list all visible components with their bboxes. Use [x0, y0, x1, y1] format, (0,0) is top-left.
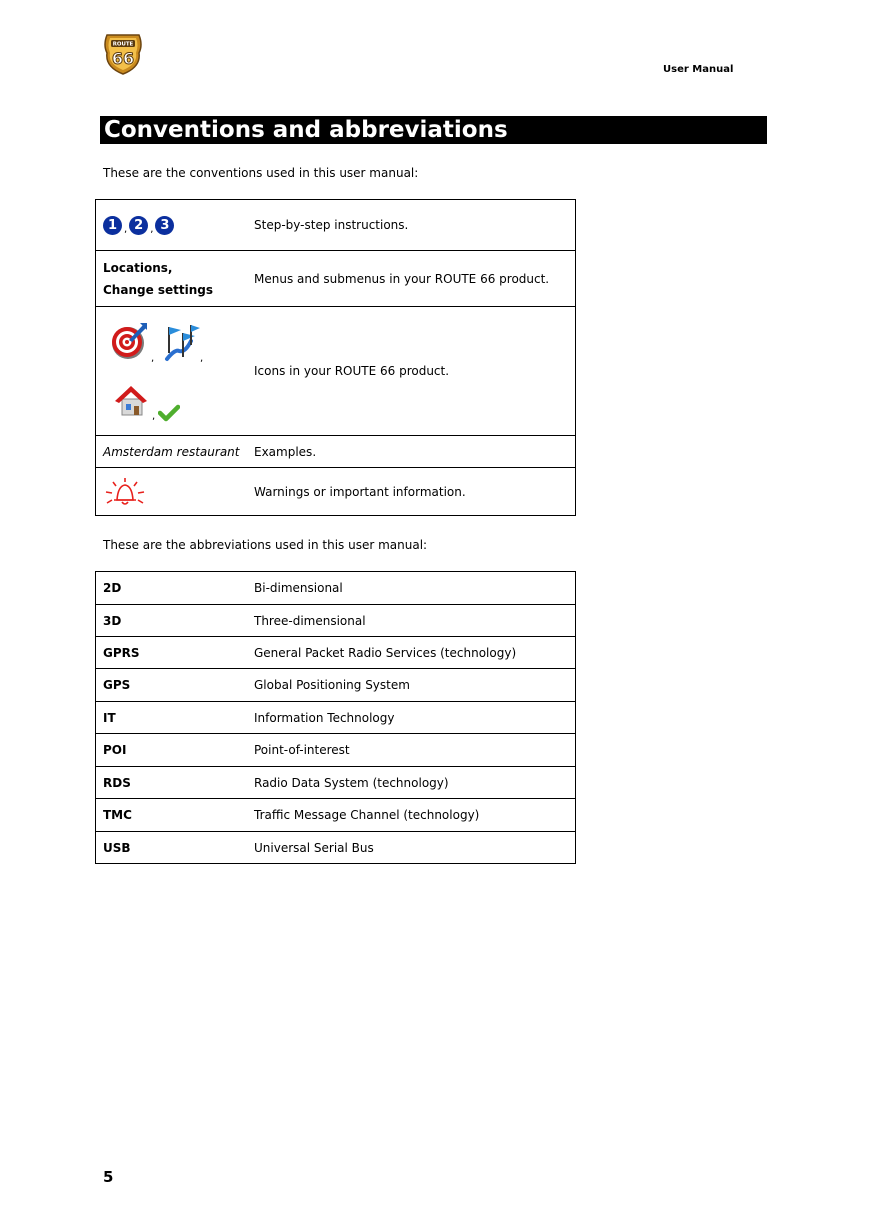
home-icon	[113, 382, 149, 418]
abbreviation: TMC	[96, 799, 249, 832]
menu-label-line: Locations,	[103, 260, 173, 275]
abbreviations-intro: These are the abbreviations used in this user manual:	[103, 538, 428, 552]
document-label: User Manual	[663, 64, 734, 75]
conventions-intro: These are the conventions used in this user manual:	[103, 166, 419, 180]
abbreviation: USB	[96, 832, 249, 864]
abbreviation-meaning: Three-dimensional	[248, 605, 576, 637]
alarm-bell-icon	[103, 476, 147, 508]
table-row	[96, 572, 576, 605]
page-number: 5	[103, 1168, 114, 1186]
abbreviation: 2D	[96, 572, 249, 605]
abbreviation: RDS	[96, 767, 249, 799]
route66-logo	[103, 31, 143, 75]
abbreviation-meaning: Information Technology	[248, 702, 576, 734]
svg-text:66: 66	[111, 49, 135, 68]
warning-description: Warnings or important information.	[248, 468, 576, 516]
step-number-icon: 2	[129, 216, 148, 235]
abbreviation-meaning: Traffic Message Channel (technology)	[248, 799, 576, 832]
abbreviation: GPS	[96, 669, 249, 702]
abbreviation-meaning: Bi-dimensional	[248, 572, 576, 605]
step-number-icon: 3	[155, 216, 174, 235]
step-numbers-cell: 1 , 2 , 3	[96, 200, 249, 251]
example-description: Examples.	[248, 436, 576, 468]
checkmark-icon	[158, 404, 180, 422]
abbreviation-meaning: Global Positioning System	[248, 669, 576, 702]
table-row	[96, 605, 576, 637]
table-row	[96, 702, 576, 734]
table-row	[96, 307, 576, 436]
abbreviation-meaning: Universal Serial Bus	[248, 832, 576, 864]
abbreviations-table	[95, 571, 576, 864]
table-row	[96, 832, 576, 864]
warning-icon-cell	[96, 468, 249, 516]
step-description: Step-by-step instructions.	[248, 200, 576, 251]
section-title: Conventions and abbreviations	[104, 117, 508, 143]
table-row	[96, 799, 576, 832]
abbreviation-meaning: Radio Data System (technology)	[248, 767, 576, 799]
abbreviation: GPRS	[96, 637, 249, 669]
abbreviation: 3D	[96, 605, 249, 637]
waypoint-flags-icon	[161, 323, 201, 363]
section-title-bar	[100, 116, 767, 144]
menu-label-cell	[96, 251, 249, 307]
step-number-icon: 1	[103, 216, 122, 235]
abbreviation-meaning: General Packet Radio Services (technology)	[248, 637, 576, 669]
table-row	[96, 436, 576, 468]
menu-label-line: Change settings	[103, 282, 214, 297]
table-row	[96, 734, 576, 767]
table-row	[96, 251, 576, 307]
table-row	[96, 637, 576, 669]
table-row	[96, 468, 576, 516]
table-row	[96, 767, 576, 799]
target-icon	[111, 321, 149, 361]
abbreviation-meaning: Point-of-interest	[248, 734, 576, 767]
icons-cell: , , ,	[96, 307, 249, 436]
menu-description: Menus and submenus in your ROUTE 66 product.	[248, 251, 576, 307]
example-label: Amsterdam restaurant	[96, 436, 249, 468]
svg-text:ROUTE: ROUTE	[112, 41, 134, 48]
abbreviation: IT	[96, 702, 249, 734]
table-row	[96, 669, 576, 702]
table-row	[96, 200, 576, 251]
icons-description: Icons in your ROUTE 66 product.	[248, 307, 576, 436]
conventions-table	[95, 199, 576, 516]
abbreviation: POI	[96, 734, 249, 767]
